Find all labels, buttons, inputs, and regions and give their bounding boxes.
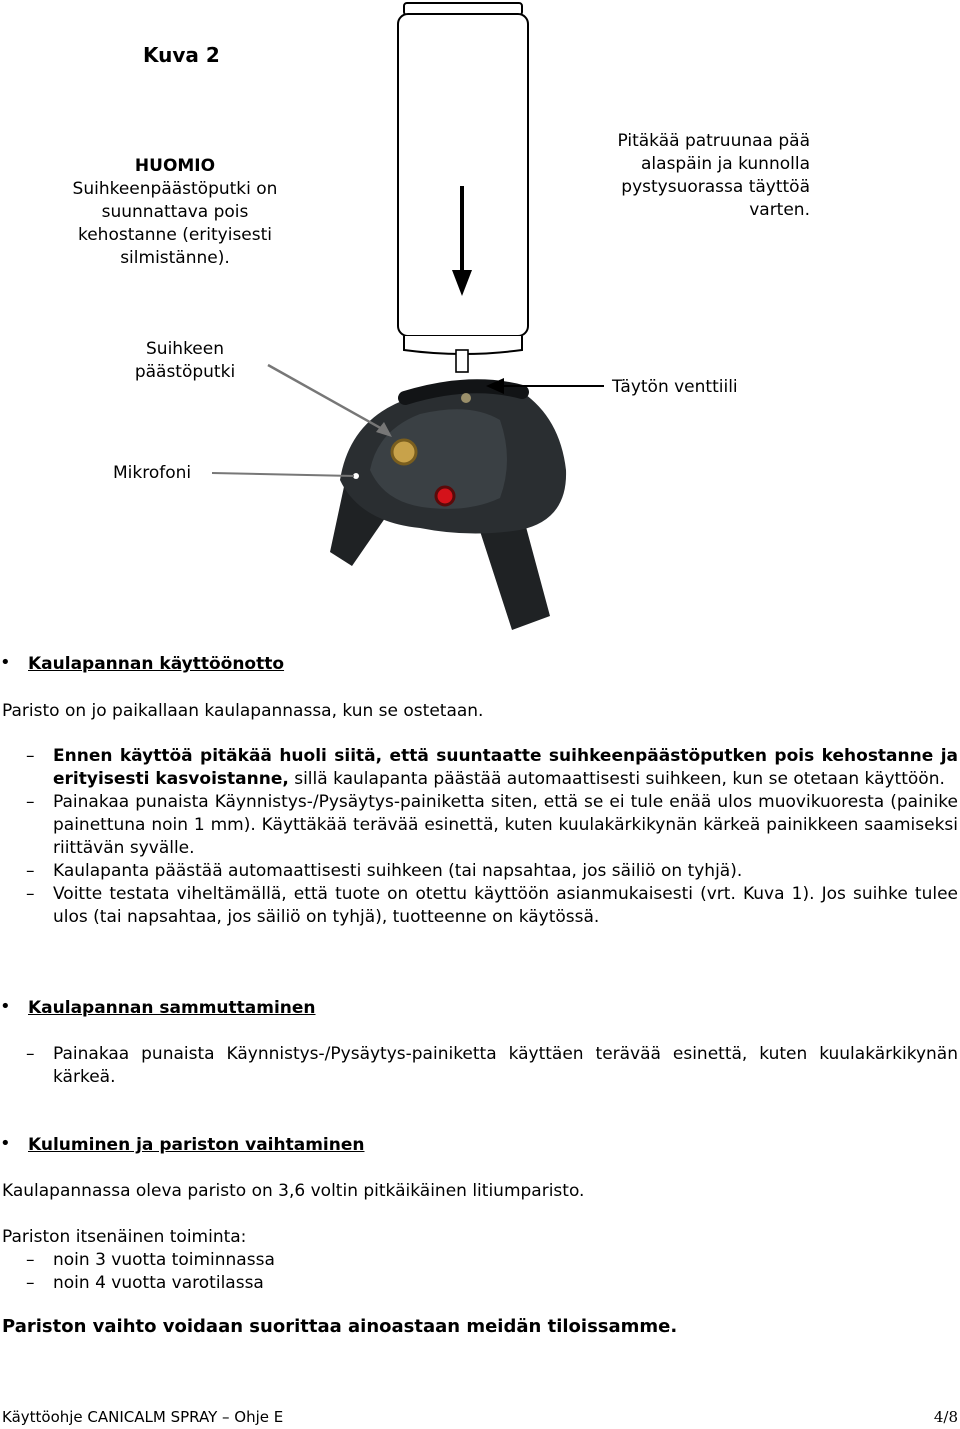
list-item: – Painakaa punaista Käynnistys-/Pysäytys-painiketta käyttäen terävää esinettä, kuten kuulakärkikynän kärkeä. [0,1043,958,1089]
bullet-icon: • [0,1133,11,1154]
list-item: – Kaulapanta päästää automaattisesti suihkeen (tai napsahtaa, jos säiliö on tyhjä). [0,860,958,883]
collar-illustration [0,0,960,640]
nozzle-label-line2: päästöputki [134,362,236,382]
nozzle-label [110,338,260,384]
bullet-icon: • [0,652,11,673]
section-heading-activation: Kaulapannan käyttöönotto [28,654,285,674]
collar-body [340,386,566,533]
shutdown-list [0,1043,958,1089]
battery-autonomy-label: Pariston itsenäinen toiminta: [2,1227,247,1247]
item-text: sillä kaulapanta päästää automaattisesti suihkeen, kun se otetaan käyttöön. [288,769,945,789]
list-item: – noin 4 vuotta varotilassa [0,1272,958,1295]
footer-page-number: 4/8 [933,1408,958,1426]
battery-intro: Kaulapannassa oleva paristo on 3,6 voltin pitkäikäinen litiumparisto. [2,1181,585,1201]
valve-label: Täytön venttiili [612,377,738,397]
nozzle-label-line1: Suihkeen [146,339,224,359]
activation-list [0,745,958,929]
figure-title: Kuva 2 [143,43,220,67]
activation-intro: Paristo on jo paikallaan kaulapannassa, kun se ostetaan. [2,701,484,721]
section-heading-battery: Kuluminen ja pariston vaihtaminen [28,1135,365,1155]
battery-final-note: Pariston vaihto voidaan suorittaa ainoastaan meidän tiloissamme. [2,1316,678,1337]
leader-nozzle [268,365,384,430]
list-item [0,745,958,791]
warning-note [50,155,300,270]
cartridge-tip: Pitäkää patruunaa pää alaspäin ja kunnolla pystysuorassa täyttöä varten. [617,131,810,220]
warning-text: Suihkeenpäästöputki on suunnattava pois kehostanne (erityisesti silmistänne). [72,179,278,268]
item-bold: Ennen käyttöä pitäkää huoli siitä, että suuntaatte suihkeenpäästöputken pois kehostanne ja erityisesti kasvoistanne, [53,746,958,789]
start-stop-button [436,487,454,505]
list-item: – noin 3 vuotta toiminnassa [0,1249,958,1272]
list-item: – Voitte testata viheltämällä, että tuote on otettu käyttöön asianmukaisesti (vrt. Kuva 1). Jos suihke tulee ulos (tai napsahtaa, jos säiliö on tyhjä), tuotteenne on käytössä. [0,883,958,929]
leader-mic [212,473,354,476]
mic-label: Mikrofoni [113,463,192,483]
section-heading-shutdown: Kaulapannan sammuttaminen [28,998,316,1018]
footer-doc-title: Käyttöohje CANICALM SPRAY – Ohje E [2,1408,284,1426]
spray-nozzle [392,440,416,464]
list-item: – Painakaa punaista Käynnistys-/Pysäytys-painiketta siten, että se ei tule enää ulos muovikuoresta (painike painettuna noin 1 mm). Käyttäkää terävää esinettä, kuten kuulakärkikynän kärkeä painikkeen saamiseksi riittävän syvälle. [0,791,958,860]
battery-list [0,1249,958,1295]
warning-heading: HUOMIO [134,156,216,176]
bullet-icon: • [0,996,11,1017]
